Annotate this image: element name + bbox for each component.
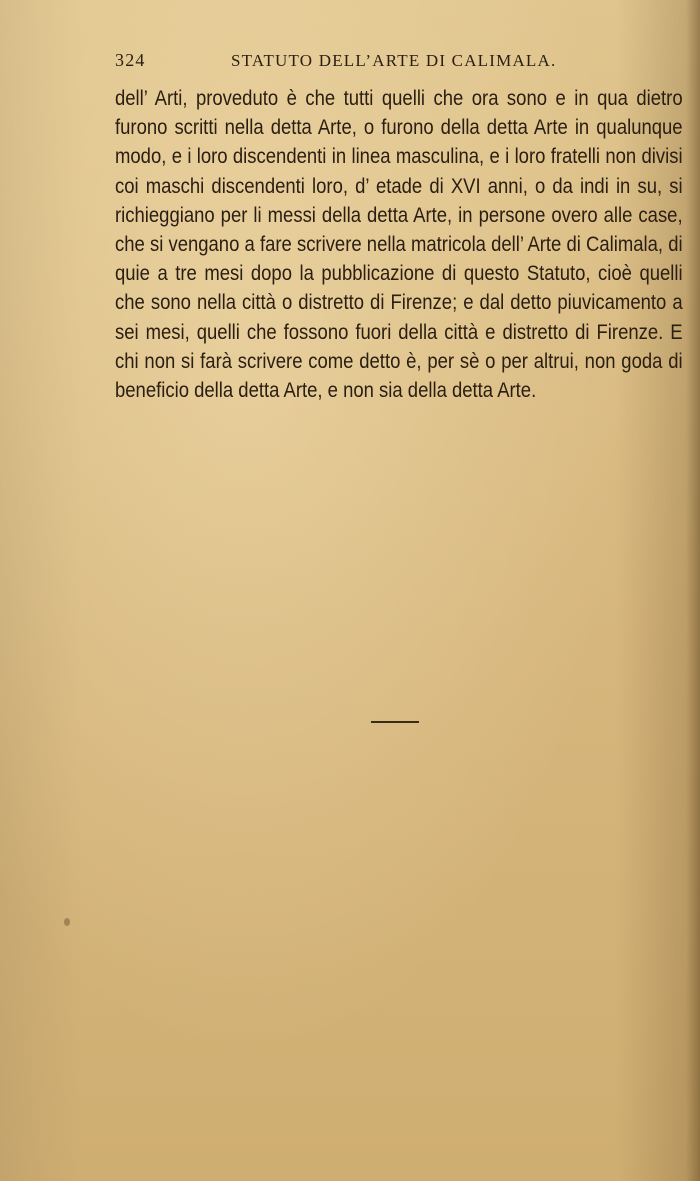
- body-paragraph: dell’ Arti, proveduto è che tutti quelli che ora sono e in qua dietro furono scritti nella detta Arte, o furono della detta Arte in qualunque modo, e i loro discendenti in linea masculina, e i loro fratelli non divisi coi maschi discendenti loro, d’ etade di XVI anni, o da indi in su, si richieggiano per li messi della detta Arte, in persone overo alle case, che si vengano a fare scrivere nella matricola dell’ Arte di Calimala, di quie a tre mesi dopo la pubblicazione di questo Statuto, cioè quelli che sono nella città o distretto di Firenze; e dal detto piuvicamento a sei mesi, quelli che fossono fuori della città e distretto di Firenze. E chi non si farà scrivere come detto è, per sè o per altrui, non goda di beneficio della detta Arte, e non sia della detta Arte.: [115, 87, 683, 403]
- running-head-title: STATUTO DELL’ARTE DI CALIMALA.: [231, 51, 557, 70]
- paper-speck: [64, 918, 70, 926]
- page-edge-shadow: [686, 0, 700, 1181]
- page-number: 324: [115, 50, 146, 70]
- running-head: [115, 50, 683, 76]
- section-end-rule: [371, 721, 419, 723]
